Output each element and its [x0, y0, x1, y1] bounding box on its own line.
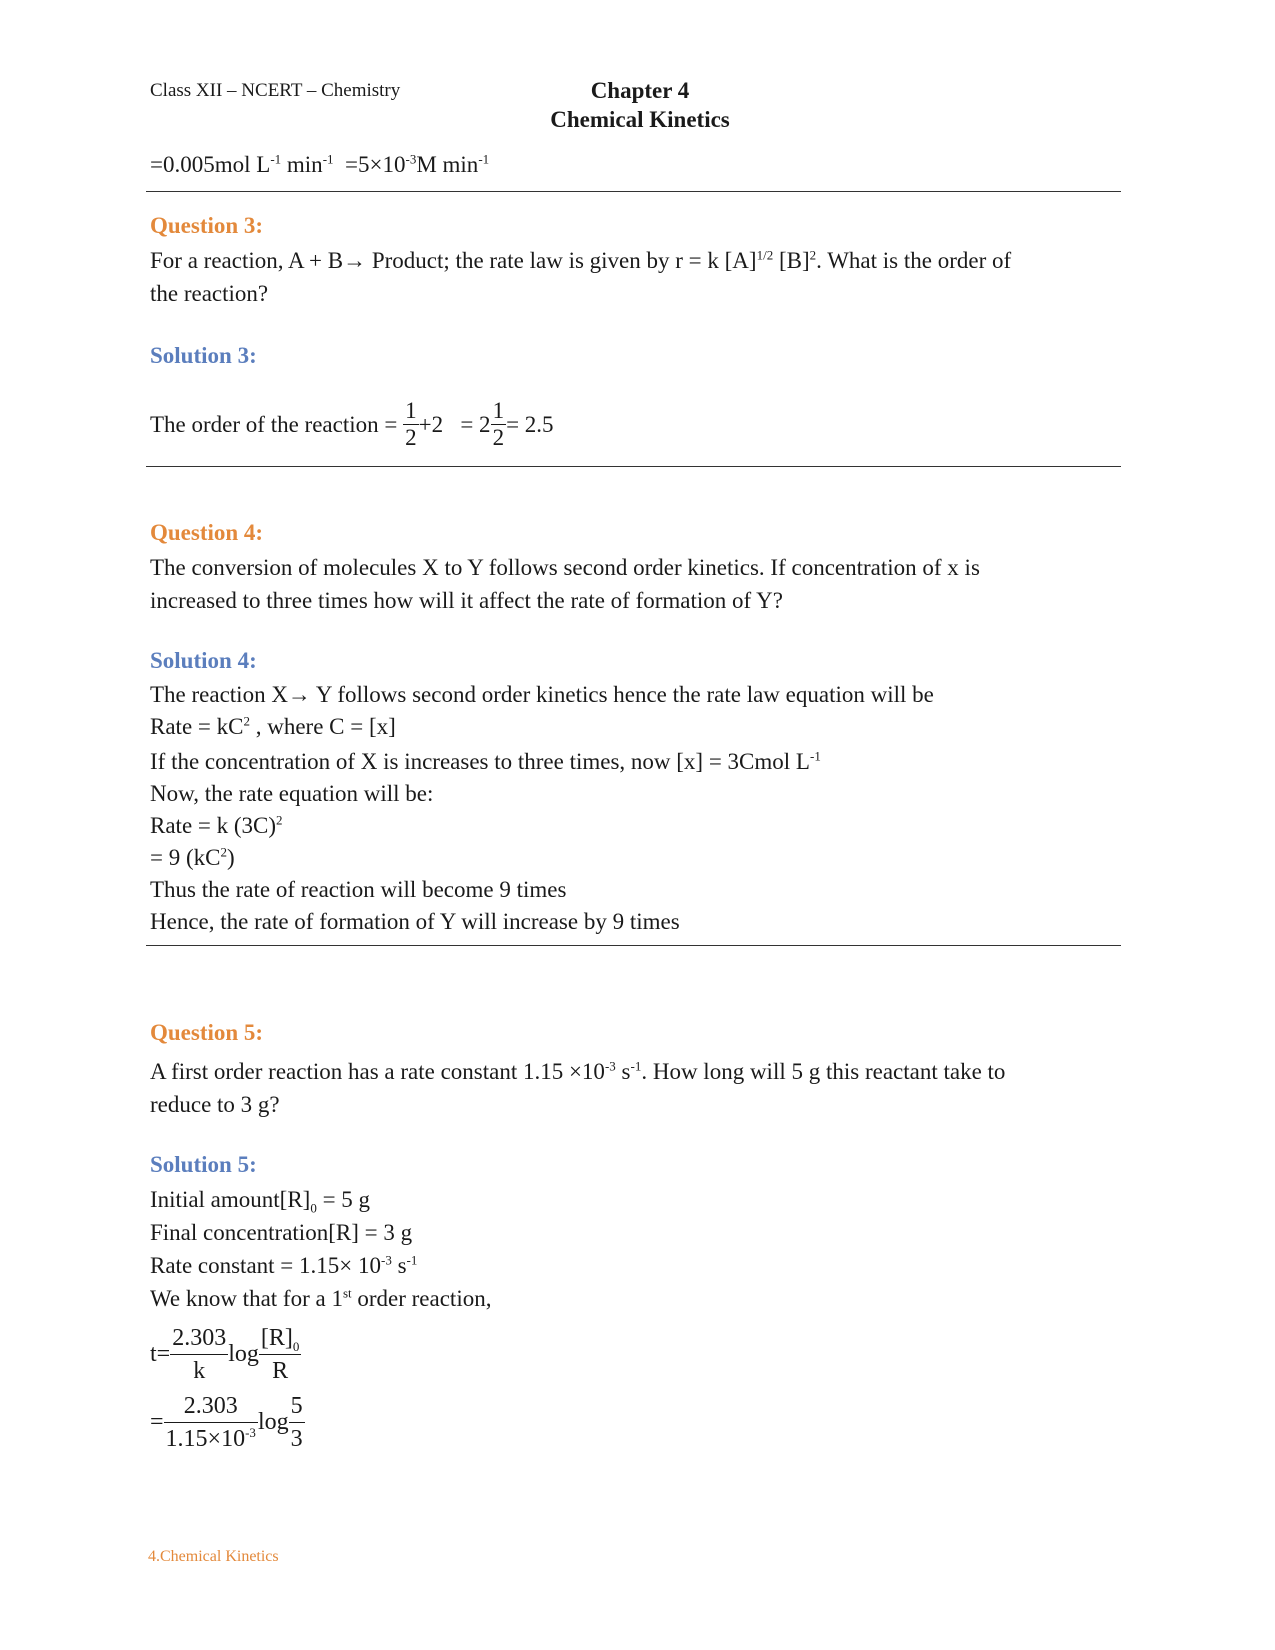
chapter-title: Chemical Kinetics: [550, 107, 730, 132]
divider: [146, 191, 1121, 192]
divider: [146, 945, 1121, 946]
question-3-text: For a reaction, A + B→ Product; the rate law is given by r = k $[A]^{1/2}$ $[B]^2$. What is the order of the reaction?: [150, 247, 1012, 306]
divider: [146, 466, 1121, 467]
chapter-number: Chapter 4: [590, 78, 690, 103]
formula-substituted: = $\frac{2.303}{1.15\times 10^{-3}}$ log $\frac{5}{3}$: [150, 1390, 305, 1455]
page-footer: 4.Chemical Kinetics: [148, 1548, 279, 1565]
question-5-text: A first order reaction has a rate constant $1.15 \times 10^{-3}$ $s^{-1}$. How long will 5 g this reactant take to reduce to 3 g?: [150, 1058, 1006, 1117]
solution-4-body: The reaction X→ Y follows second order kinetics hence the rate law equation will be Rate = $kC^2$ , where C = [x] If the concentration of X is increases to three times, now [x] = 3Cmol $L^{-1}$ Now, the rate equation will be: Rate = k $(3C)^2$ = 9 $(kC^2)$ Thus the rate of reaction will become 9 times Hence, the rate of formation of Y will increase by 9 times: [150, 682, 934, 934]
solution-5-body: Initial $amount[R]_0 = 5$ g Final concentration[R] = 3 g Rate constant = $1.15\times 10^{-3}$ $s^{-1}$ We know that for a 1st order reaction,: [150, 1187, 492, 1311]
question-4-heading: Question 4:: [150, 520, 264, 545]
carryover-equation: =0.005mol $L^{-1}$ $\min^{-1} =5\times 10^{-3}M$ $\min^{-1}$: [150, 151, 490, 177]
formula-first-order: t= $\frac{2.303}{k}$ log $\frac{[R]_0}{R}$: [150, 1322, 301, 1387]
header-chapter: [540, 76, 740, 134]
header-subject: Class XII – NCERT – Chemistry: [150, 80, 401, 101]
question-3-heading: Question 3:: [150, 213, 264, 238]
solution-5-heading: Solution 5:: [150, 1152, 257, 1177]
question-5-heading: Question 5:: [150, 1020, 264, 1045]
question-4-text: The conversion of molecules X to Y follows second order kinetics. If concentration of x is increased to three times how will it affect the rate of formation of Y?: [150, 555, 980, 613]
solution-4-heading: Solution 4:: [150, 648, 257, 673]
solution-3-heading: Solution 3:: [150, 343, 257, 368]
solution-3-equation: The order of the reaction = $\frac{1}{2}$ +2 = 2 $\frac{1}{2}$ = 2.5: [150, 398, 554, 450]
